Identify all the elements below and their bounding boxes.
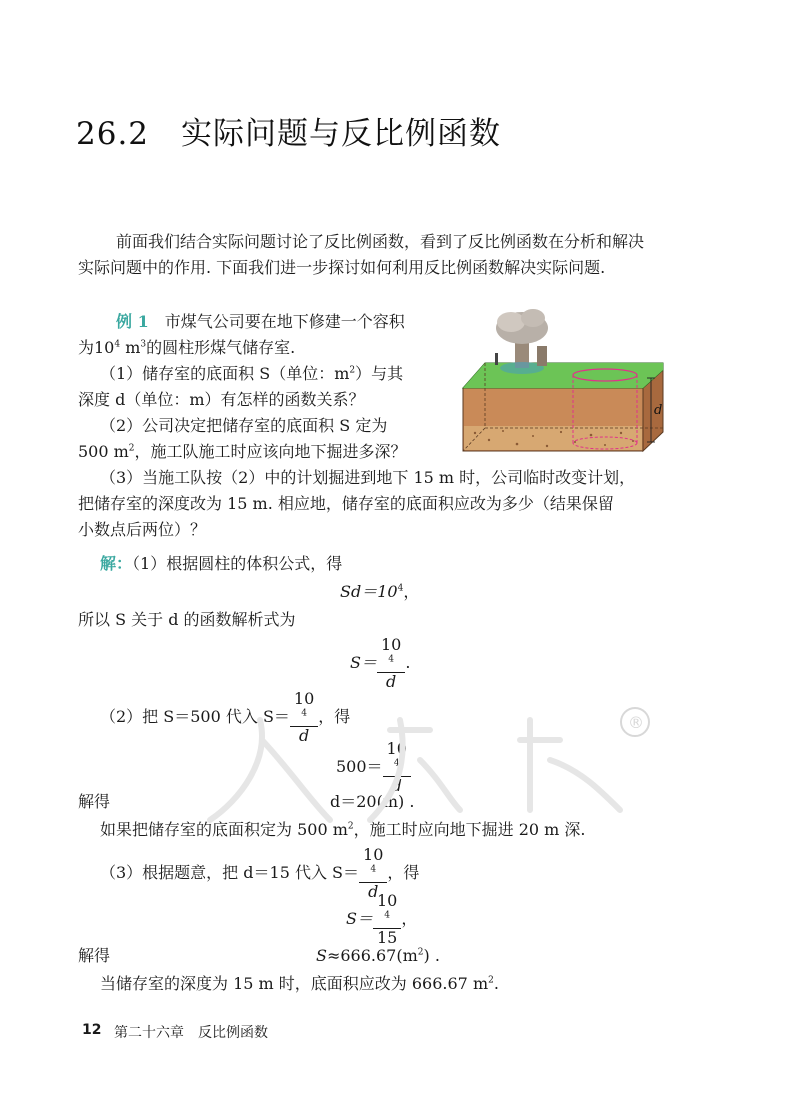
solution-line-5: （3）根据题意，把 d＝15 代入 S＝ 10 $^4$ d ，得 [100,845,420,901]
intro-line-1: 前面我们结合实际问题讨论了反比例函数，看到了反比例函数在分析和解决 [116,232,645,251]
question-3-line-1: （3）当施工队按（2）中的计划掘进到地下 15 m 时，公司临时改变计划， [100,468,636,487]
solution-label: 解： [100,554,133,573]
equation-5: S＝ 10 $^4$ 15 ， [346,891,418,947]
equation-3: 500＝ 10 $^4$ d [336,740,411,795]
question-2-line-1: （2）公司决定把储存室的底面积 S 定为 [100,416,388,435]
solve-label-1: 解得 [78,792,111,811]
question-1-line-1: （1）储存室的底面积 S（单位：$m^2$）与其 [100,364,404,383]
registered-symbol: ® [628,713,644,732]
question-3-line-3: 小数点后两位）？ [78,520,207,539]
question-2-line-2: 500 $m^2$，施工队施工时应该向地下掘进多深？ [78,442,407,461]
example-label: 例 1 [116,312,149,331]
chapter-name: 第二十六章 反比例函数 [114,1025,268,1041]
solution-line-1: 解：（1）根据圆柱的体积公式，得 [100,554,343,573]
publisher-watermark [200,700,660,830]
equation-4: d＝20(m) . [330,792,415,811]
equation-6: $S\approx 666.67(m^2)$ . [316,946,440,965]
solution-line-6: 当储存室的深度为 15 m 时，底面积应改为 666.67 $m^2$. [100,974,499,993]
page-number: 12 [82,1022,102,1038]
solve-label-2: 解得 [78,946,111,965]
section-title: 26.2 实际问题与反比例函数 [76,116,502,152]
solution-line-4: 如果把储存室的底面积定为 500 $m^2$，施工时应向地下掘进 20 m 深. [100,820,586,839]
intro-line-2: 实际问题中的作用. 下面我们进一步探讨如何利用反比例函数解决实际问题. [78,258,606,277]
equation-1: $Sd=10^4$， [340,582,420,601]
solution-line-3: （2）把 S＝500 代入 S＝ 10 $^4$ d ，得 [100,689,351,745]
example-line-1: 例 1 市煤气公司要在地下修建一个容积 [116,312,405,331]
question-3-line-2: 把储存室的深度改为 15 m. 相应地，储存室的底面积应改为多少（结果保留 [78,494,614,513]
equation-2: S＝ 10 $^4$ d . [350,635,411,691]
depth-label: d [654,403,663,418]
question-1-line-2: 深度 d（单位：m）有怎样的函数关系？ [78,390,365,409]
example-line-2: 为$10^4$ $m^3$的圆柱形煤气储存室. [78,338,296,357]
solution-line-2: 所以 S 关于 d 的函数解析式为 [78,610,296,629]
storage-illustration [455,298,675,456]
